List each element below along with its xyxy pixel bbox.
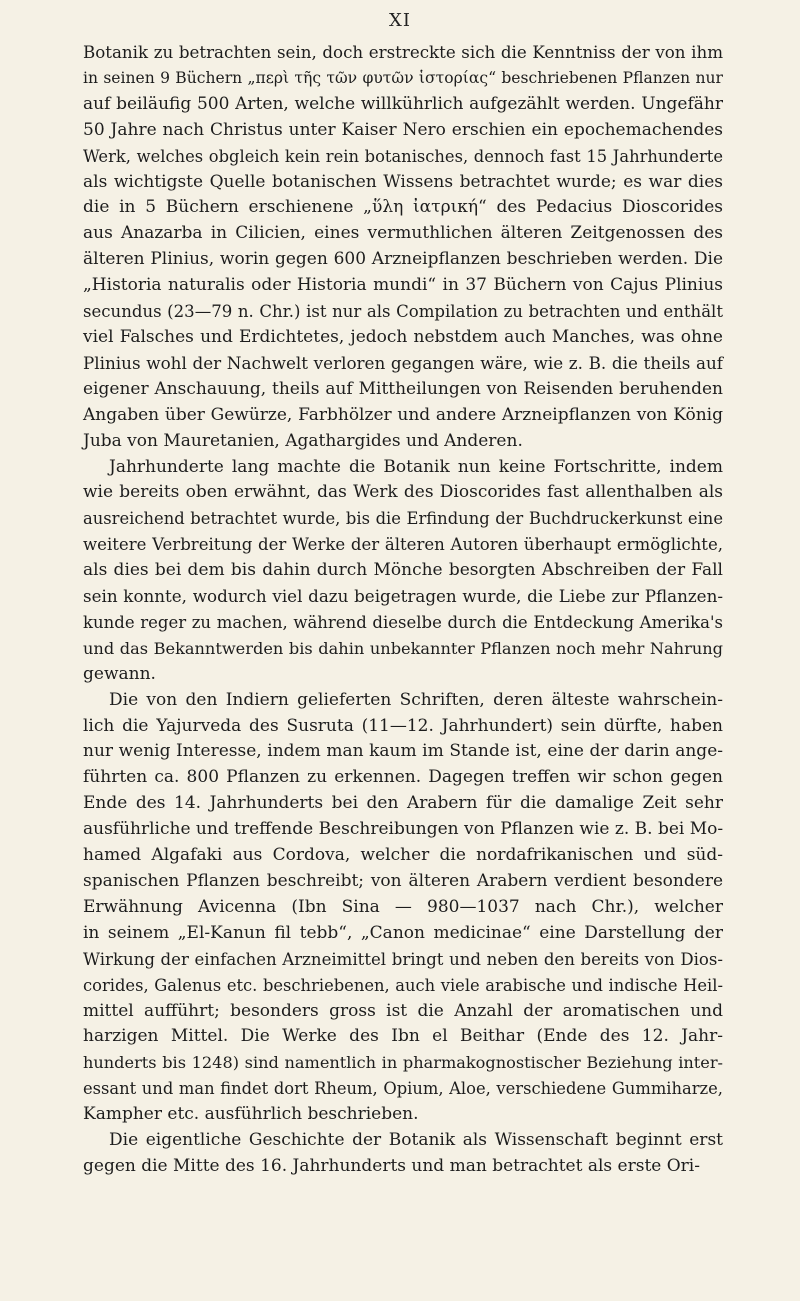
- text-line: als wichtigste Quelle botanischen Wissens betrachtet wurde; es war dies: [83, 171, 723, 192]
- text-line: als dies bei dem bis dahin durch Mönche besorgten Abschreiben der Fall: [83, 560, 723, 581]
- paragraph: [83, 40, 723, 455]
- text-line: Erwähnung Avicenna (Ibn Sina — 980—1037 nach Chr.), welcher: [83, 896, 723, 917]
- page-number: XI: [389, 10, 411, 31]
- text-line: secundus (23—79 n. Chr.) ist nur als Compilation zu betrachten und enthält: [83, 302, 723, 322]
- text-line: spanischen Pflanzen beschreibt; von älteren Arabern verdient besondere: [83, 871, 723, 891]
- body-text: [83, 40, 723, 1180]
- text-line: sein konnte, wodurch viel dazu beigetragen wurde, die Liebe zur Pflanzen-: [83, 586, 723, 607]
- text-line: in seinem „El-Kanun fil tebb“, „Canon medicinae“ eine Darstellung der: [83, 922, 723, 943]
- text-line: kunde reger zu machen, während dieselbe durch die Entdeckung Amerika's: [83, 612, 723, 632]
- paragraph: [83, 688, 723, 1128]
- text-line: führten ca. 800 Pflanzen zu erkennen. Dagegen treffen wir schon gegen: [83, 767, 723, 788]
- text-line: eigener Anschauung, theils auf Mittheilungen von Reisenden beruhenden: [83, 378, 723, 399]
- text-line: und das Bekanntwerden bis dahin unbekannter Pflanzen noch mehr Nahrung: [83, 638, 723, 658]
- text-line: hamed Algafaki aus Cordova, welcher die nordafrikanischen und süd-: [83, 845, 723, 866]
- text-line: Die von den Indiern gelieferten Schriften, deren älteste wahrschein-: [109, 689, 723, 710]
- text-line: gegen die Mitte des 16. Jahrhunderts und man betrachtet als erste Ori-: [83, 1155, 700, 1176]
- text-line: die in 5 Büchern erschienene „ὕλη ἰατρική“ des Pedacius Dioscorides: [83, 197, 723, 218]
- text-line: wie bereits oben erwähnt, das Werk des Dioscorides fast allenthalben als: [83, 482, 723, 503]
- text-line: Plinius wohl der Nachwelt verloren gegangen wäre, wie z. B. die theils auf: [83, 352, 723, 373]
- text-line: lich die Yajurveda des Susruta (11—12. Jahrhundert) sein dürfte, haben: [83, 715, 723, 736]
- text-line: Botanik zu betrachten sein, doch erstreckte sich die Kenntniss der von ihm: [83, 43, 723, 62]
- text-line: harzigen Mittel. Die Werke des Ibn el Beithar (Ende des 12. Jahr-: [83, 1026, 723, 1047]
- text-line: corides, Galenus etc. beschriebenen, auch viele arabische und indische Heil-: [83, 975, 723, 995]
- text-line: aus Anazarba in Cilicien, eines vermuthlichen älteren Zeitgenossen des: [83, 223, 723, 244]
- text-line: viel Falsches und Erdichtetes, jedoch nebstdem auch Manches, was ohne: [83, 326, 723, 347]
- text-line: Kampher etc. ausführlich beschrieben.: [83, 1104, 419, 1125]
- paragraph: [83, 455, 723, 688]
- text-line: 50 Jahre nach Christus unter Kaiser Nero erschien ein epochemachendes: [83, 119, 723, 140]
- text-line: älteren Plinius, worin gegen 600 Arzneipflanzen beschrieben werden. Die: [83, 249, 723, 270]
- text-line: weitere Verbreitung der Werke der älteren Autoren überhaupt ermöglichte,: [83, 535, 723, 555]
- text-line: „Historia naturalis oder Historia mundi“ in 37 Büchern von Cajus Plinius: [83, 275, 723, 296]
- paragraph: [83, 1128, 723, 1180]
- text-line: auf beiläufig 500 Arten, welche willkührlich aufgezählt werden. Ungefähr: [83, 93, 723, 114]
- text-line: hunderts bis 1248) sind namentlich in pharmakognostischer Beziehung inter-: [83, 1053, 723, 1073]
- text-line: gewann.: [83, 663, 156, 684]
- text-line: Werk, welches obgleich kein rein botanisches, dennoch fast 15 Jahrhunderte: [83, 146, 723, 166]
- text-line: Juba von Mauretanien, Agathargides und Anderen.: [83, 430, 523, 451]
- text-line: essant und man findet dort Rheum, Opium, Aloe, verschiedene Gummiharze,: [83, 1079, 723, 1099]
- text-line: Jahrhunderte lang machte die Botanik nun keine Fortschritte, indem: [109, 456, 723, 477]
- text-line: in seinen 9 Büchern „περὶ τῆς τῶν φυτῶν ἱστορίας“ beschriebenen Pflanzen nur: [83, 68, 723, 87]
- text-line: ausreichend betrachtet wurde, bis die Erfindung der Buchdruckerkunst eine: [83, 509, 723, 529]
- text-line: Wirkung der einfachen Arzneimittel bringt und neben den bereits von Dios-: [83, 949, 723, 969]
- text-line: Ende des 14. Jahrhunderts bei den Arabern für die damalige Zeit sehr: [83, 793, 723, 814]
- text-line: nur wenig Interesse, indem man kaum im Stande ist, eine der darin ange-: [83, 741, 723, 762]
- text-line: ausführliche und treffende Beschreibungen von Pflanzen wie z. B. bei Mo-: [83, 819, 724, 840]
- text-line: mittel aufführt; besonders gross ist die Anzahl der aromatischen und: [83, 1000, 723, 1021]
- text-line: Die eigentliche Geschichte der Botanik als Wissenschaft beginnt erst: [109, 1130, 723, 1151]
- text-line: Angaben über Gewürze, Farbhölzer und andere Arzneipflanzen von König: [83, 404, 723, 425]
